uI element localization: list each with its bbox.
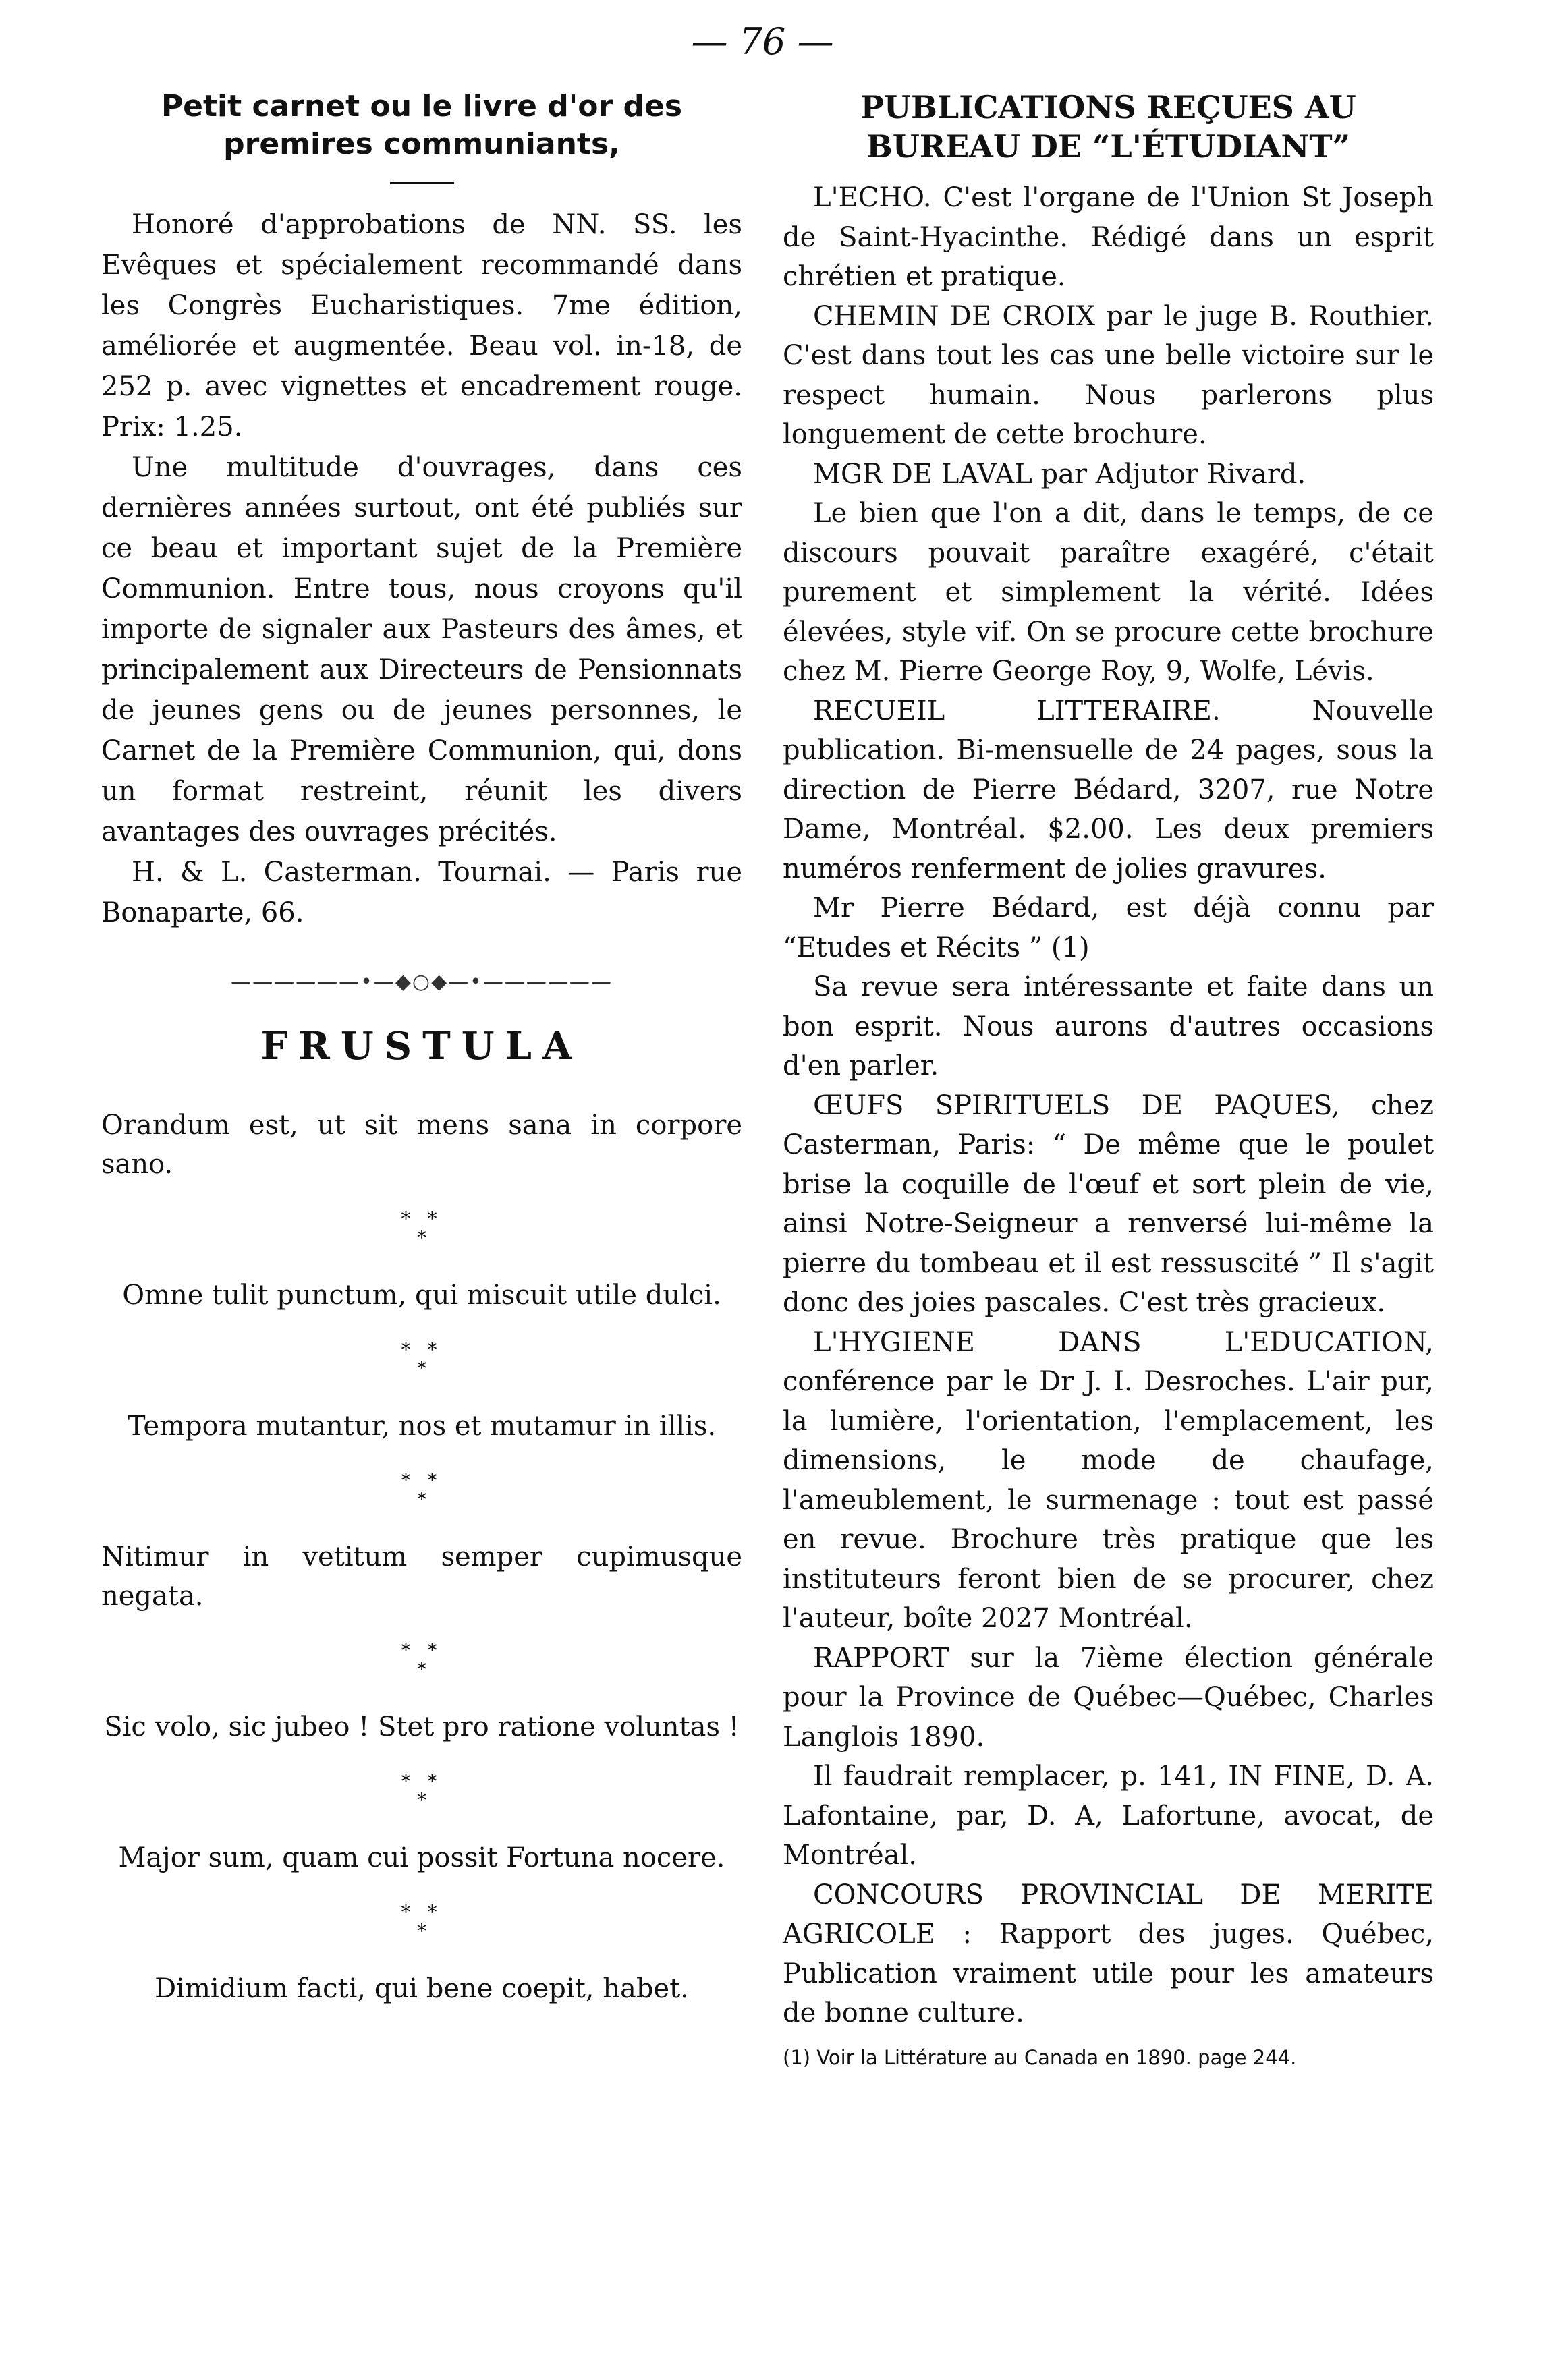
publications-heading: PUBLICATIONS REÇUES AU BUREAU DE “L'ÉTUDIANT” xyxy=(860,89,1356,165)
asterism-divider xyxy=(101,1903,742,1941)
asterism-top: * * xyxy=(401,1770,443,1792)
entry-laval-review: Le bien que l'on a dit, dans le temps, de ce discours pouvait paraître exagéré, c'était purement et simplement la vérité. Idées élevées, style vif. On se procure cette brochure chez M. Pierre George Roy, 9, Wolfe, Lévis. xyxy=(783,498,1434,687)
book-title: Petit carnet ou le livre d'or des premires communiants, xyxy=(161,89,683,161)
asterism-top: * * xyxy=(401,1338,443,1361)
asterism-top: * * xyxy=(401,1469,443,1492)
maxim-7: Dimidium facti, qui bene coepit, habet. xyxy=(155,1973,689,2004)
left-column xyxy=(101,88,742,2008)
asterism-bottom: * xyxy=(417,1226,426,1249)
entry-mgr-de-laval: MGR DE LAVAL par Adjutor Rivard. xyxy=(813,458,1306,490)
entry-pierre-bedard: Mr Pierre Bédard, est déjà connu par “Etudes et Récits ” (1) xyxy=(783,893,1434,963)
maxim-1: Orandum est, ut sit mens sana in corpore sano. xyxy=(101,1110,742,1180)
asterism-bottom: * xyxy=(417,1357,426,1380)
maxim-2: Omne tulit punctum, qui miscuit utile dulci. xyxy=(122,1280,721,1311)
publisher-line: H. & L. Casterman. Tournai. — Paris rue Bonaparte, 66. xyxy=(101,857,742,928)
footnote: (1) Voir la Littérature au Canada en 1890. page 244. xyxy=(783,2045,1297,2069)
title-rule xyxy=(390,182,454,184)
asterism-top: * * xyxy=(401,1639,443,1662)
maxim-4: Nitimur in vetitum semper cupimusque negata. xyxy=(101,1541,742,1612)
asterism-divider xyxy=(101,1772,742,1810)
description-paragraph: Une multitude d'ouvrages, dans ces dernières années surtout, ont été publiés sur ce beau et important sujet de la Première Communion. Entre tous, nous croyons qu'il importe de signaler aux Pasteurs des âmes, et principalement aux Directeurs de Pensionnats de jeunes gens ou de jeunes personnes, le Carnet de la Première Communion, qui, dons un format restreint, réunit les divers avantages des ouvrages précités. xyxy=(101,452,742,847)
entry-recueil-litteraire: RECUEIL LITTERAIRE. Nouvelle publication. Bi-mensuelle de 24 pages, sous la direction de Pierre Bédard, 3207, rue Notre Dame, Montréal. $2.00. Les deux premiers numéros renferment de jolies gravures. xyxy=(783,695,1434,884)
entry-rapport: RAPPORT sur la 7ième élection générale pour la Province de Québec—Québec, Charles Langlois 1890. xyxy=(783,1642,1434,1753)
asterism-divider xyxy=(101,1210,742,1247)
asterism-bottom: * xyxy=(417,1789,426,1811)
entry-erratum: Il faudrait remplacer, p. 141, IN FINE, D. A. Lafontaine, par, D. A, Lafortune, avocat, de Montréal. xyxy=(783,1761,1434,1871)
maxim-5: Sic volo, sic jubeo ! Stet pro ratione voluntas ! xyxy=(104,1711,740,1743)
section-title-frustula: FRUSTULA xyxy=(260,1024,583,1069)
maxim-3: Tempora mutantur, nos et mutamur in illis. xyxy=(127,1411,717,1442)
approval-paragraph: Honoré d'approbations de NN. SS. les Evêques et spécialement recommandé dans les Congrès Eucharistiques. 7me édition, améliorée et augmentée. Beau vol. in-18, de 252 p. avec vignettes et encadrement rouge. Prix: 1.25. xyxy=(101,209,742,443)
entry-chemin-de-croix: CHEMIN DE CROIX par le juge B. Routhier. C'est dans tout les cas une belle victoire sur le respect humain. Nous parlerons plus longuement de cette brochure. xyxy=(783,300,1434,450)
entry-hygiene: L'HYGIENE DANS L'EDUCATION, conférence par le Dr J. I. Desroches. L'air pur, la lumière, l'orientation, l'emplacement, les dimensions, le mode de chaufage, l'ameublement, le surmenage : tout est passé en revue. Brochure très pratique que les instituteurs feront bien de se procurer, chez l'auteur, boîte 2027 Montréal. xyxy=(783,1326,1434,1634)
asterism-bottom: * xyxy=(417,1920,426,1942)
asterism-divider xyxy=(101,1471,742,1509)
maxim-6: Major sum, quam cui possit Fortuna nocere. xyxy=(118,1842,725,1873)
entry-oeufs-spirituels: ŒUFS SPIRITUELS DE PAQUES, chez Casterman, Paris: “ De même que le poulet brise la coquille de l'œuf et sort plein de vie, ainsi Notre-Seigneur a renversé lui-même la pierre du tombeau et il est ressuscité ” Il s'agit donc des joies pascales. C'est très gracieux. xyxy=(783,1089,1434,1318)
asterism-top: * * xyxy=(401,1208,443,1230)
asterism-bottom: * xyxy=(417,1658,426,1680)
right-column xyxy=(783,88,1434,2071)
page-number: — 76 — xyxy=(691,20,834,63)
asterism-divider xyxy=(101,1340,742,1378)
section-ornament: ——————•—◆○◆—•—————— xyxy=(231,970,613,994)
entry-revue-note: Sa revue sera intéressante et faite dans un bon esprit. Nous aurons d'autres occasions d'en parler. xyxy=(783,971,1434,1081)
entry-concours: CONCOURS PROVINCIAL DE MERITE AGRICOLE : Rapport des juges. Québec, Publication vraiment utile pour les amateurs de bonne culture. xyxy=(783,1879,1434,2029)
asterism-top: * * xyxy=(401,1901,443,1923)
entry-echo: L'ECHO. C'est l'organe de l'Union St Joseph de Saint-Hyacinthe. Rédigé dans un esprit chrétien et pratique. xyxy=(783,182,1434,292)
asterism-bottom: * xyxy=(417,1488,426,1510)
asterism-divider xyxy=(101,1641,742,1679)
